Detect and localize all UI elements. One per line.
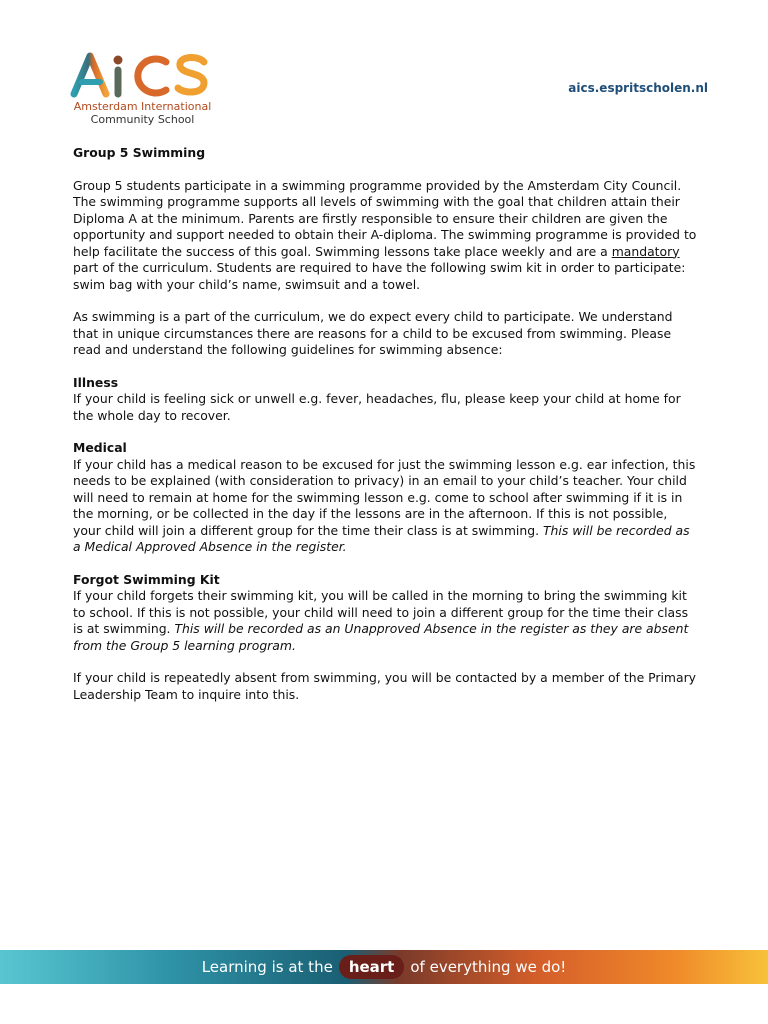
footer-banner: [0, 950, 768, 984]
medical-heading: Medical: [73, 440, 127, 455]
intro-paragraph-1: [73, 178, 698, 294]
logo-subtitle-line1: Amsterdam International: [73, 100, 212, 113]
illness-heading: Illness: [73, 374, 119, 390]
closing-paragraph: If your child is repeatedly absent from swimming, you will be contacted by a member of the Primary Leadership Team to inquire into this.: [73, 670, 697, 702]
kit-paragraph: [73, 588, 698, 654]
slogan-before: Learning is at the: [201, 958, 333, 976]
logo-subtitle: [70, 100, 215, 126]
intro-text-a: Group 5 students participate in a swimming programme provided by the Amsterdam City Council. The swimming programme supports all levels of swimming with the goal that children attain their Diploma A at the minimum. Parents are firstly responsible to ensure their children are given the opportunity and support needed to obtain their A-diploma. The swimming programme is provided to help facilitate the success of this goal. Swimming lessons take place weekly and are a: [73, 177, 697, 259]
school-logo: [70, 50, 230, 130]
medical-text: If your child has a medical reason to be excused for just the swimming lesson e.g. ear infection, this needs to be explained (with consideration to privacy) in an email to your child’s teacher. Your child will need to remain at home for the swimming lesson e.g. come to school after swimming if it is in the morning, or be collected in the day if the lessons are in the afternoon. If this is not possible, your child will join a different group for the time their class is at swimming.: [73, 456, 696, 538]
page-header: [0, 0, 768, 140]
mandatory-underlined: mandatory: [611, 243, 680, 259]
heart-pill: heart: [339, 955, 405, 979]
intro-text-b: part of the curriculum. Students are required to have the following swim kit in order to participate: swim bag with your child’s name, swimsuit and a towel.: [73, 260, 686, 292]
site-url[interactable]: aics.espritscholen.nl: [568, 81, 708, 95]
illness-paragraph: If your child is feeling sick or unwell e.g. fever, headaches, flu, please keep your child at home for the whole day to recover.: [73, 391, 681, 423]
kit-text: If your child forgets their swimming kit, you will be called in the morning to bring the swimming kit to school. If this is not possible, your child will need to join a different group for the time their class is at swimming.: [73, 588, 689, 636]
slogan-after: of everything we do!: [410, 958, 567, 976]
footer-slogan: [0, 950, 768, 984]
document-body: [73, 145, 698, 719]
intro-paragraph-2: As swimming is a part of the curriculum, we do expect every child to participate. We understand that in unique circumstances there are reasons for a child to be excused from swimming. Please read and understand the following guidelines for swimming absence:: [73, 309, 673, 357]
kit-heading: Forgot Swimming Kit: [73, 571, 220, 587]
medical-italic-note: This will be recorded as a Medical Approved Absence in the register.: [73, 522, 690, 554]
aics-logo-mark: [70, 50, 215, 100]
kit-italic-note: This will be recorded as an Unapproved Absence in the register as they are absent from the Group 5 learning program.: [73, 621, 689, 653]
medical-paragraph: [73, 457, 698, 556]
document-title: Group 5 Swimming: [73, 145, 206, 160]
logo-subtitle-line2: Community School: [90, 113, 195, 126]
